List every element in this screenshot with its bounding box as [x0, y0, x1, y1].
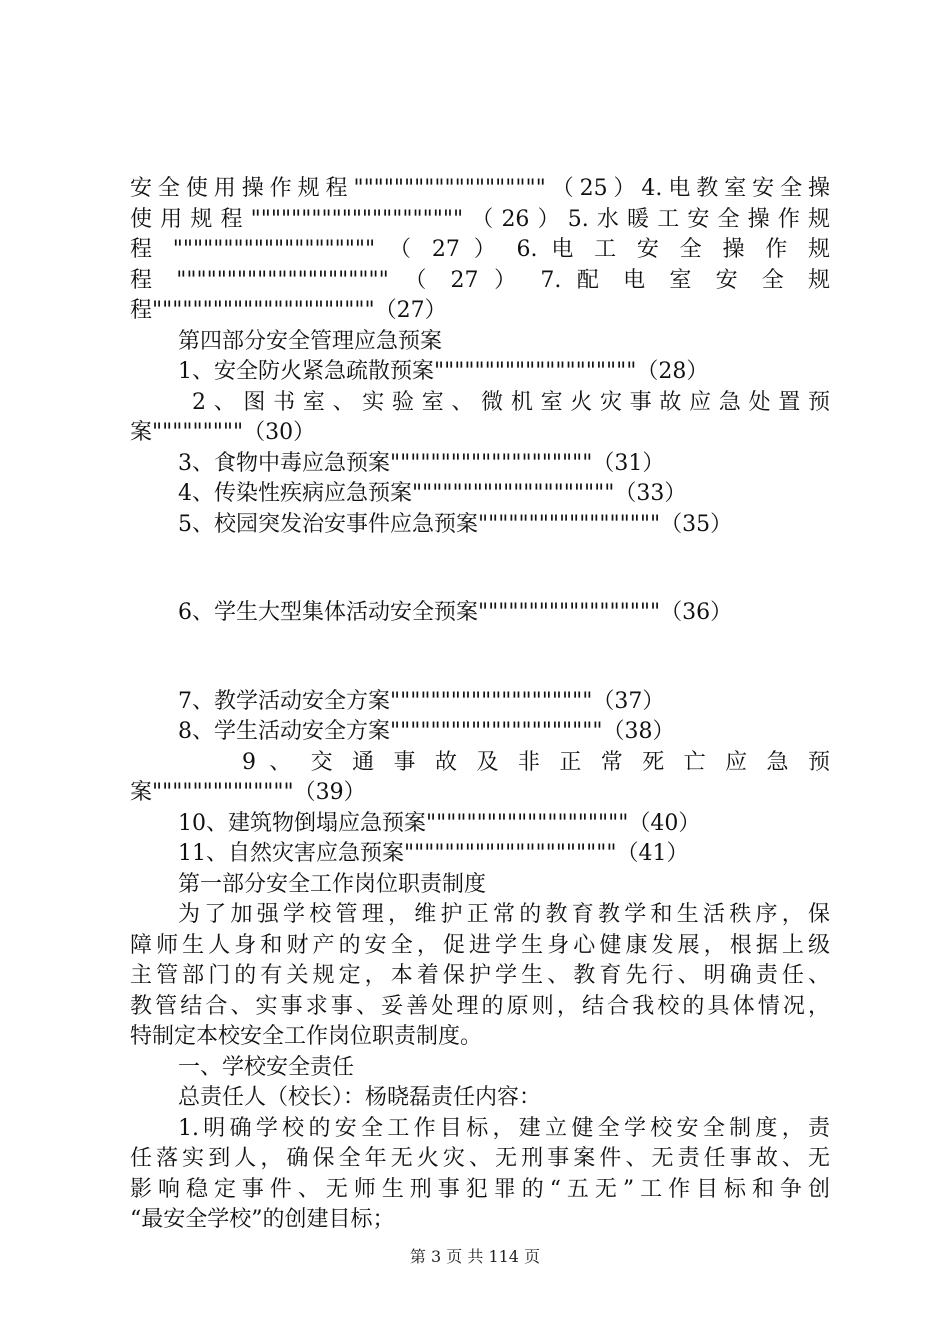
toc-line: 程""""""""""""""""""""""（27）	[130, 298, 447, 323]
blank-space	[130, 540, 830, 598]
toc-item-2-cont: 案"""""""""（30）	[130, 420, 316, 445]
toc-item-1: 1、安全防火紧急疏散预案""""""""""""""""""""（28）	[178, 359, 709, 384]
toc-line: 使用规程"""""""""""""""""""""（26）5.水暖工安全操作规	[130, 206, 830, 232]
duty-paragraph: “最安全学校”的创建目标；	[130, 1207, 395, 1232]
toc-item-11: 11、自然灾害应急预案"""""""""""""""""""""（41）	[178, 841, 689, 866]
blank-space	[130, 629, 830, 687]
toc-item-6: 6、学生大型集体活动安全预案""""""""""""""""""（36）	[178, 600, 733, 625]
toc-item-5: 5、校园突发治安事件应急预案""""""""""""""""""（35）	[178, 511, 733, 537]
intro-paragraph: 特制定本校安全工作岗位职责制度。	[130, 1024, 483, 1049]
intro-paragraph: 教管结合、实事求事、妥善处理的原则，结合我校的具体情况，	[130, 993, 830, 1019]
part1-heading: 第一部分安全工作岗位职责制度	[178, 871, 487, 897]
toc-item-10: 10、建筑物倒塌应急预案""""""""""""""""""""（40）	[178, 810, 701, 836]
part4-heading: 第四部分安全管理应急预案	[178, 328, 443, 354]
toc-item-8: 8、学生活动安全方案"""""""""""""""""""""（38）	[178, 719, 675, 744]
duty-paragraph: 任落实到人，确保全年无火灾、无刑事案件、无责任事故、无	[130, 1146, 830, 1171]
intro-paragraph: 为了加强学校管理，维护正常的教育教学和生活秩序，保	[178, 902, 830, 927]
duty-paragraph: 影响稳定事件、无师生刑事犯罪的“五无”工作目标和争创	[130, 1176, 830, 1202]
toc-item-4: 4、传染性疾病应急预案""""""""""""""""""""（33）	[178, 481, 687, 506]
responsible-person: 总责任人（校长）：杨晓磊责任内容：	[178, 1085, 542, 1110]
section1-heading: 一、学校安全责任	[178, 1054, 355, 1080]
intro-paragraph: 障师生人身和财产的安全，促进学生身心健康发展，根据上级	[130, 932, 830, 958]
toc-line: 程 """""""""""""""""""" （ 27 ） 6. 电 工 安 全 操 作 规	[130, 237, 830, 262]
duty-paragraph: 1.明确学校的安全工作目标，建立健全学校安全制度，责	[178, 1115, 830, 1141]
toc-line: 安全使用操作规程"""""""""""""""""""（25）4.电教室安全操	[130, 176, 830, 201]
page-body	[130, 174, 830, 1236]
page-footer: 第 3 页 共 114 页	[409, 1247, 541, 1266]
toc-item-9-cont: 案""""""""""""""（39）	[130, 780, 366, 805]
toc-item-9: 9 、 交 通 事 故 及 非 正 常 死 亡 应 急 预	[242, 749, 830, 775]
toc-item-3: 3、食物中毒应急预案""""""""""""""""""""（31）	[178, 450, 665, 476]
toc-item-2: 2、图书室、实验室、微机室火灾事故应急处置预	[192, 389, 830, 415]
toc-item-7: 7、教学活动安全方案""""""""""""""""""""（37）	[178, 688, 665, 714]
intro-paragraph: 主管部门的有关规定，本着保护学生、教育先行、明确责任、	[130, 963, 830, 988]
toc-line: 程 """"""""""""""""""""" （ 27 ） 7. 配 电 室 安 全 规	[130, 267, 830, 293]
